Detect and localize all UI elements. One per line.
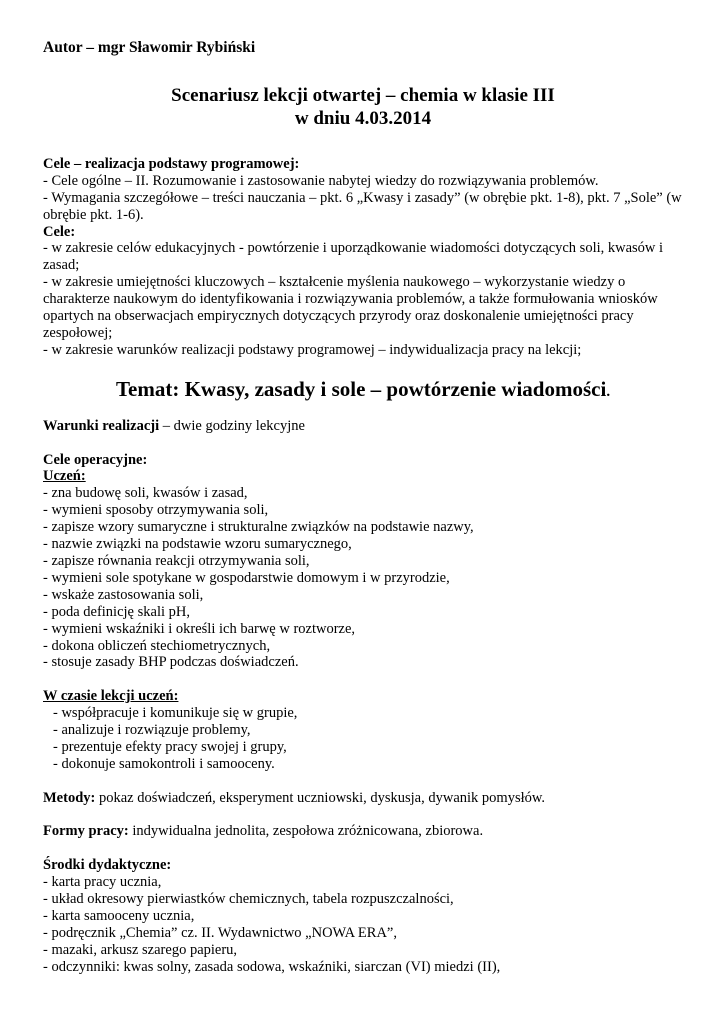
author-line: Autor – mgr Sławomir Rybiński xyxy=(43,39,256,56)
student-item: - dokona obliczeń stechiometrycznych, xyxy=(43,637,271,654)
methods-value: pokaz doświadczeń, eksperyment uczniowski, dyskusja, dywanik pomysłów. xyxy=(95,789,546,806)
means-item: - karta pracy ucznia, xyxy=(43,874,162,891)
means-item: - układ okresowy pierwiastków chemicznych, tabela rozpuszczalności, xyxy=(43,891,454,908)
methods-label: Metody: xyxy=(43,789,96,806)
student-item: - zna budowę soli, kwasów i zasad, xyxy=(43,485,248,502)
means-item: - mazaki, arkusz szarego papieru, xyxy=(43,941,238,958)
forms-label: Formy pracy: xyxy=(43,823,129,840)
during-item: - dokonuje samokontroli i samooceny. xyxy=(53,755,275,772)
operational-heading: Cele operacyjne: xyxy=(43,451,148,468)
means-item: - podręcznik „Chemia” cz. II. Wydawnictwo „NOWA ERA”, xyxy=(43,924,397,941)
student-item: - nazwie związki na podstawie wzoru sumarycznego, xyxy=(43,536,352,553)
conditions-line xyxy=(43,418,683,435)
cele-item: - w zakresie celów edukacyjnych - powtórzenie i uporządkowanie wiadomości dotyczących soli, kwasów i zasad; xyxy=(43,240,664,274)
methods-line xyxy=(43,790,683,807)
during-item: - współpracuje i komunikuje się w grupie, xyxy=(53,705,298,722)
student-item: - wymieni wskaźniki i określi ich barwę w roztworze, xyxy=(43,620,356,637)
topic-dot: . xyxy=(606,383,611,400)
student-item: - poda definicję skali pH, xyxy=(43,603,190,620)
student-item: - stosuje zasady BHP podczas doświadczeń. xyxy=(43,654,299,671)
cele-item: - w zakresie warunków realizacji podstawy programowej – indywidualizacja pracy na lekcji; xyxy=(43,341,582,358)
goals-general: - Cele ogólne – II. Rozumowanie i zastosowanie nabytej wiedzy do rozwiązywania problemów. xyxy=(43,172,599,189)
document-date: w dniu 4.03.2014 xyxy=(294,107,432,129)
student-item: - wymieni sposoby otrzymywania soli, xyxy=(43,502,269,519)
during-heading: W czasie lekcji uczeń: xyxy=(43,688,179,705)
forms-value: indywidualna jednolita, zespołowa zróżnicowana, zbiorowa. xyxy=(128,823,484,840)
student-heading: Uczeń: xyxy=(43,468,86,485)
during-item: - prezentuje efekty pracy swojej i grupy, xyxy=(53,738,287,755)
student-item: - zapisze równania reakcji otrzymywania soli, xyxy=(43,553,310,570)
goals-detailed: - Wymagania szczegółowe – treści nauczania – pkt. 6 „Kwasy i zasady” (w obrębie pkt. 1-8), pkt. 7 „Sole” (w obrębie pkt. 1-6). xyxy=(43,189,682,223)
student-item: - zapisze wzory sumaryczne i strukturalne związków na podstawie nazwy, xyxy=(43,519,474,536)
goals-heading: Cele – realizacja podstawy programowej: xyxy=(43,155,300,172)
student-item: - wymieni sole spotykane w gospodarstwie domowym i w przyrodzie, xyxy=(43,569,450,586)
student-item: - wskaże zastosowania soli, xyxy=(43,586,204,603)
forms-line xyxy=(43,823,683,840)
conditions-label: Warunki realizacji xyxy=(43,417,160,434)
means-heading: Środki dydaktyczne: xyxy=(43,857,172,874)
document-page xyxy=(43,40,683,976)
cele-heading: Cele: xyxy=(43,223,76,240)
during-item: - analizuje i rozwiązuje problemy, xyxy=(53,722,251,739)
lesson-topic xyxy=(43,376,683,405)
document-title: Scenariusz lekcji otwartej – chemia w klasie III xyxy=(171,84,555,106)
means-item: - odczynniki: kwas solny, zasada sodowa, wskaźniki, siarczan (VI) miedzi (II), xyxy=(43,958,501,975)
topic-text: Temat: Kwasy, zasady i sole – powtórzenie wiadomości xyxy=(115,376,607,401)
cele-item: - w zakresie umiejętności kluczowych – kształcenie myślenia naukowego – wykorzystanie wiedzy o charakterze naukowym do identyfikowania i rozwiązywania problemów, a także formułowania wniosków opartych na obserwacjach empirycznych dotyczących przyrody oraz doskonalenie umiejętności pracy zespołowej; xyxy=(43,274,658,341)
means-item: - karta samooceny ucznia, xyxy=(43,907,195,924)
conditions-value: – dwie godziny lekcyjne xyxy=(159,417,305,434)
